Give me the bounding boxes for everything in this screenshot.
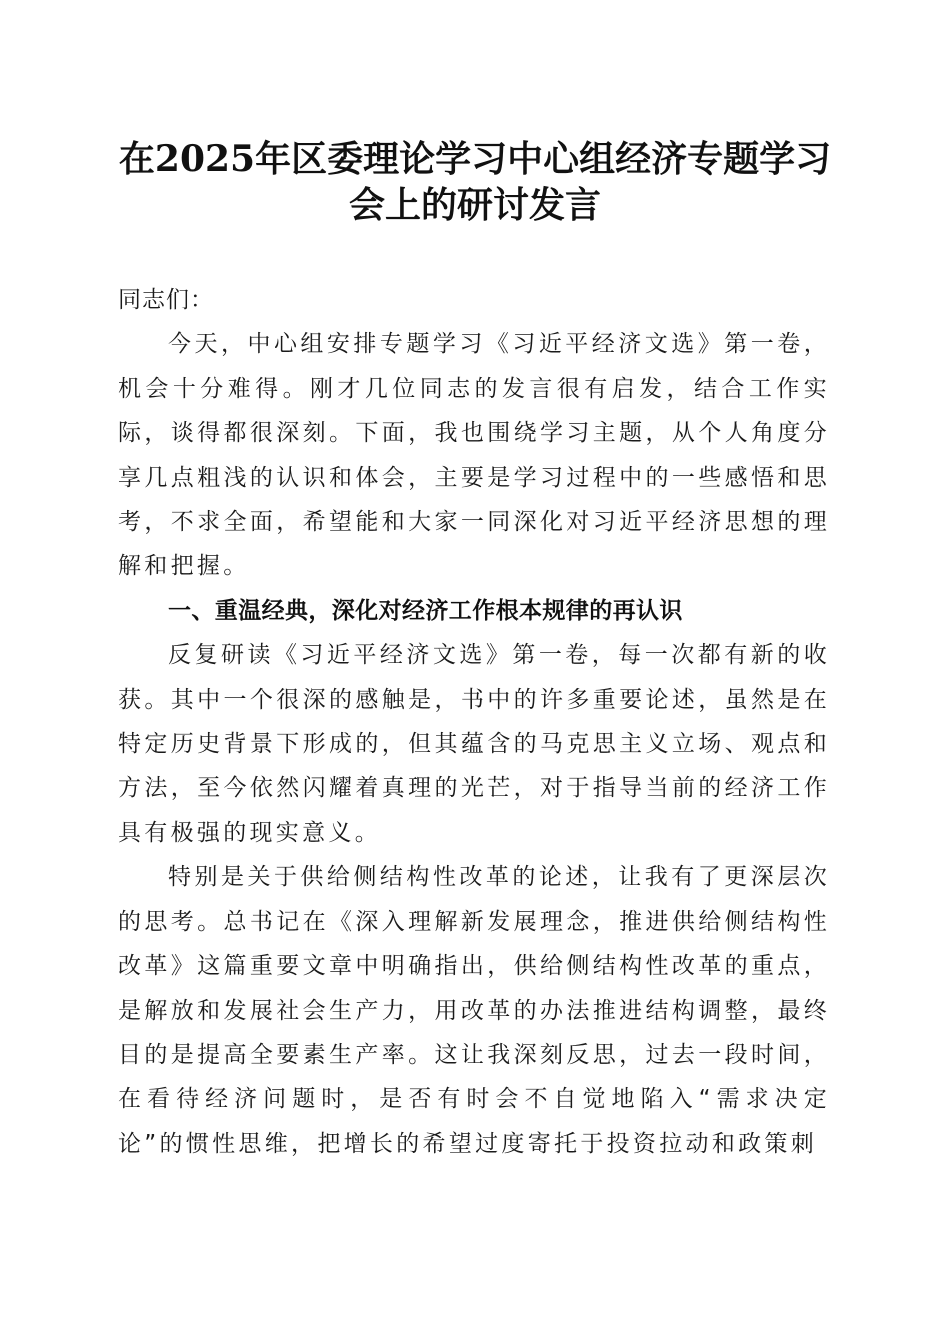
section-heading-1: 一、重温经典，深化对经济工作根本规律的再认识 xyxy=(168,597,683,624)
salutation: 同志们： xyxy=(118,287,214,313)
title-line-1: 在2025年区委理论学习中心组经济专题学习 xyxy=(118,138,832,180)
document-title xyxy=(100,136,850,228)
paragraph-section-1b: 特别是关于供给侧结构性改革的论述，让我有了更深层次的思考。总书记在《深入理解新发展理念，推进供给侧结构性改革》这篇重要文章中明确指出，供给侧结构性改革的重点，是解放和发展社会生产力，用改革的办法推进结构调整，最终目的是提高全要素生产率。这让我深刻反思，过去一段时间，在看待经济问题时，是否有时会不自觉地陷入“需求决定论”的惯性思维，把增长的希望过度寄托于投资拉动和政策刺 xyxy=(118,864,830,1157)
title-line-2: 会上的研讨发言 xyxy=(348,184,601,226)
paragraph-section-1a: 反复研读《习近平经济文选》第一卷，每一次都有新的收获。其中一个很深的感触是，书中的许多重要论述，虽然是在特定历史背景下形成的，但其蕴含的马克思主义立场、观点和方法，至今依然闪耀着真理的光芒，对于指导当前的经济工作具有极强的现实意义。 xyxy=(118,642,830,846)
document-body xyxy=(118,278,830,1166)
paragraph-intro: 今天，中心组安排专题学习《习近平经济文选》第一卷，机会十分难得。刚才几位同志的发言很有启发，结合工作实际，谈得都很深刻。下面，我也围绕学习主题，从个人角度分享几点粗浅的认识和体会，主要是学习过程中的一些感悟和思考，不求全面，希望能和大家一同深化对习近平经济思想的理解和把握。 xyxy=(118,331,830,580)
